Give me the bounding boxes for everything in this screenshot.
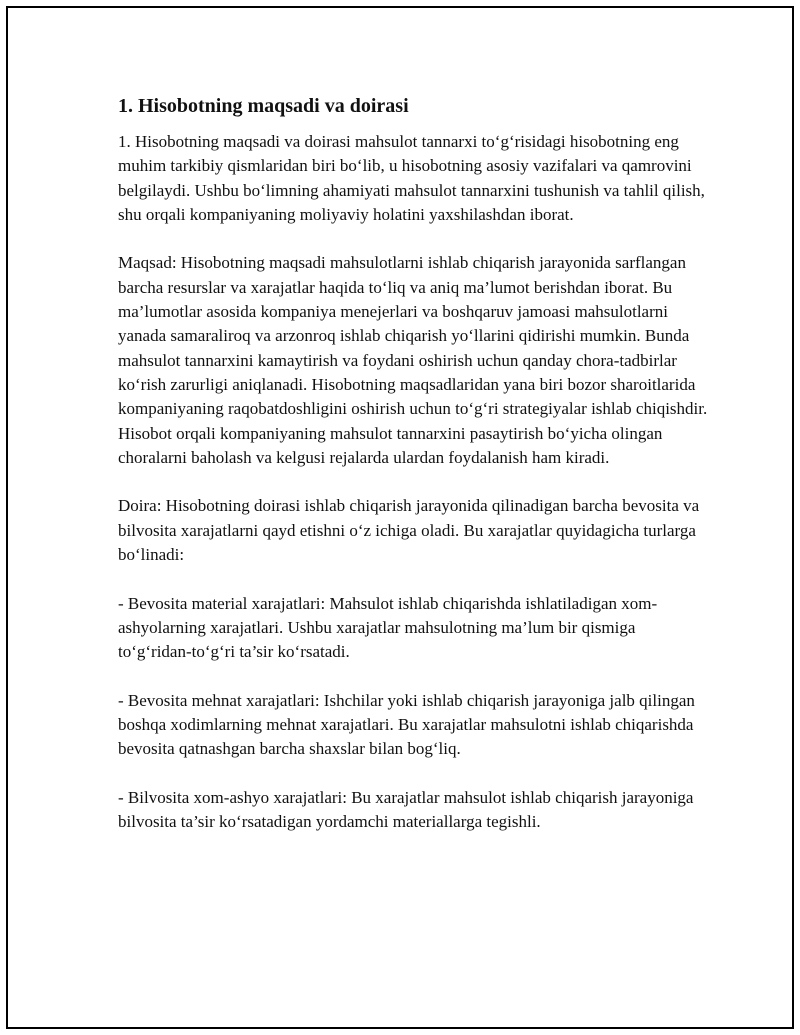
list-item-direct-material: - Bevosita material xarajatlari: Mahsulot ishlab chiqarishda ishlatiladigan xom-ashyolarning xarajatlari. Ushbu xarajatlar mahsulotning ma’lum bir qismiga to‘g‘ridan-to‘g‘ri ta’sir ko‘rsatadi. (118, 593, 658, 662)
section-heading: 1. Hisobotning maqsadi va doirasi (118, 95, 409, 117)
scope-paragraph: Doira: Hisobotning doirasi ishlab chiqarish jarayonida qilinadigan barcha bevosita va bilvosita xarajatlarni qayd etishni o‘z ichiga oladi. Bu xarajatlar quyidagicha turlarga bo‘linadi: (118, 496, 700, 565)
list-item-indirect-material: - Bilvosita xom-ashyo xarajatlari: Bu xarajatlar mahsulot ishlab chiqarish jarayoniga bilvosita ta’sir ko‘rsatadigan yordamchi materiallarga tegishli. (118, 788, 694, 832)
document-body (118, 92, 708, 859)
list-item-direct-labor: - Bevosita mehnat xarajatlari: Ishchilar yoki ishlab chiqarish jarayoniga jalb qilingan boshqa xodimlarning mehnat xarajatlari. Bu xarajatlar mahsulotni ishlab chiqarishda bevosita qatnashgan barcha shaxslar bilan bog‘liq. (118, 690, 695, 759)
purpose-paragraph: Maqsad: Hisobotning maqsadi mahsulotlarni ishlab chiqarish jarayonida sarflangan barcha resurslar va xarajatlar haqida to‘liq va aniq ma’lumot berishdan iborat. Bu ma’lumotlar asosida kompaniya menejerlari va boshqaruv jamoasi mahsulotlarni yanada samaraliroq va arzonroq ishlab chiqarish yo‘llarini qidirishi mumkin. Bunda mahsulot tannarxini kamaytirish va foydani oshirish uchun qanday chora-tadbirlar ko‘rish zarurligi aniqlanadi. Hisobotning maqsadlaridan yana biri bozor sharoitlarida kompaniyaning raqobatdoshligini oshirish uchun to‘g‘ri strategiyalar ishlab chiqishdir. Hisobot orqali kompaniyaning mahsulot tannarxini pasaytirish bo‘yicha olingan choralarni baholash va kelgusi rejalarda ulardan foydalanish ham kiradi. (118, 253, 708, 467)
intro-paragraph: 1. Hisobotning maqsadi va doirasi mahsulot tannarxi to‘g‘risidagi hisobotning eng muhim tarkibiy qismlaridan biri bo‘lib, u hisobotning asosiy vazifalari va qamrovini belgilaydi. Ushbu bo‘limning ahamiyati mahsulot tannarxini tushunish va tahlil qilish, shu orqali kompaniyaning moliyaviy holatini yaxshilashdan iborat. (118, 132, 705, 224)
